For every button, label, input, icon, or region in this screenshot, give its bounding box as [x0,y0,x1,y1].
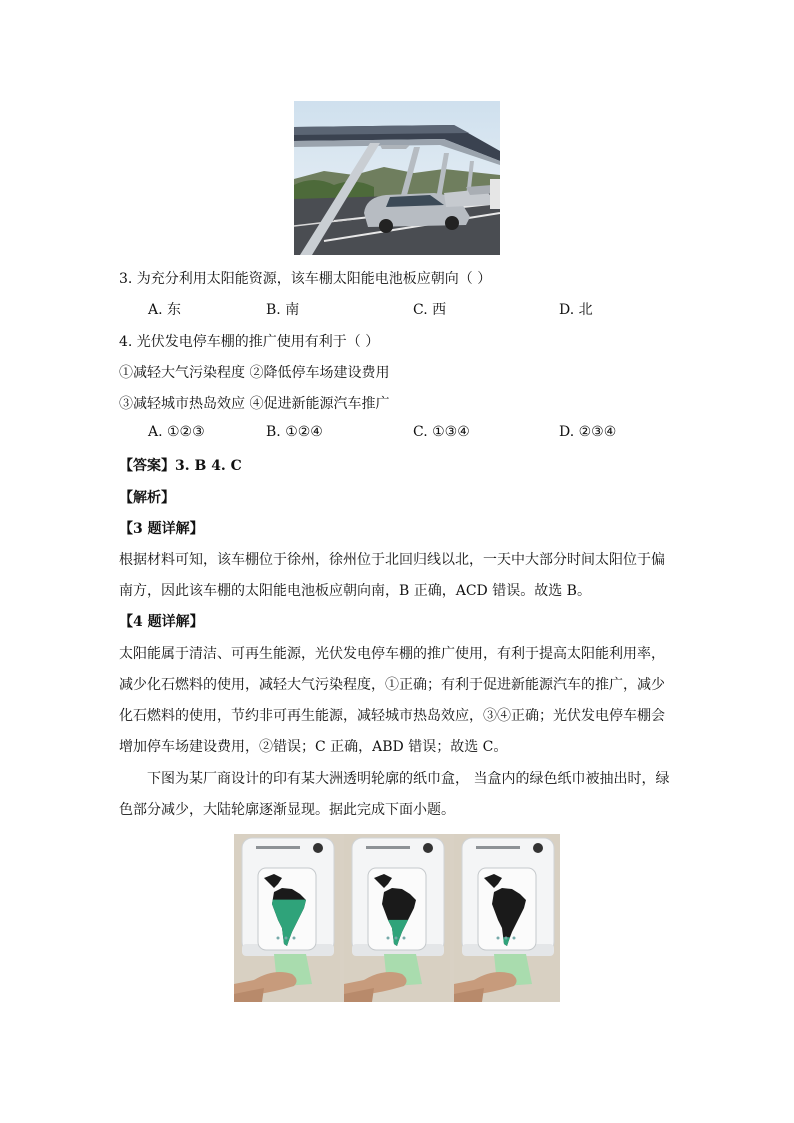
tissue-panel-1 [234,834,340,1002]
q4-detail-heading: 【4 题详解】 [119,614,204,630]
q3-option-b: B. 南 [266,302,300,318]
q4-statement-line-1: ①减轻大气污染程度 ②降低停车场建设费用 [119,365,390,381]
q3-detail-line-2: 南方，因此该车棚的太阳能电池板应朝向南，B 正确，ACD 错误。故选 B。 [119,583,591,599]
q4-detail-line-4: 增加停车场建设费用，②错误；C 正确，ABD 错误；故选 C。 [119,739,508,755]
q3-option-c: C. 西 [413,302,447,318]
q3-detail-heading: 【3 题详解】 [119,521,204,537]
q4-detail-line-2: 减少化石燃料的使用，减轻大气污染程度，①正确；有利于促进新能源汽车的推广，减少 [119,677,665,693]
intro-line-2: 色部分减少，大陆轮廓逐渐显现。据此完成下面小题。 [119,802,455,818]
q4-detail-line-1: 太阳能属于清洁、可再生能源，光伏发电停车棚的推广使用，有利于提高太阳能利用率， [119,646,665,662]
intro-line-1: 下图为某厂商设计的印有某大洲透明轮廓的纸巾盒， 当盒内的绿色纸巾被抽出时，绿 [147,771,670,787]
question-3-stem: 3. 为充分利用太阳能资源，该车棚太阳能电池板应朝向（ ） [119,271,492,287]
tissue-dispenser-figure [234,834,560,1002]
q4-option-a: A. ①②③ [148,424,205,440]
q3-detail-line-1: 根据材料可知，该车棚位于徐州，徐州位于北回归线以北，一天中大部分时间太阳位于偏 [119,552,665,568]
question-4-stem: 4. 光伏发电停车棚的推广使用有利于（ ） [119,334,380,350]
q4-option-d: D. ②③④ [559,424,617,440]
q3-option-d: D. 北 [559,302,593,318]
answer-line: 【答案】3. B 4. C [119,458,242,474]
q4-statement-line-2: ③减轻城市热岛效应 ④促进新能源汽车推广 [119,396,390,412]
tissue-panel-2 [344,834,450,1002]
tissue-panel-3 [454,834,560,1002]
q3-option-a: A. 东 [148,302,182,318]
q4-option-b: B. ①②④ [266,424,323,440]
q4-detail-line-3: 化石燃料的使用，节约非可再生能源，减轻城市热岛效应，③④正确；光伏发电停车棚会 [119,708,665,724]
solar-carport-photo [294,101,500,255]
analysis-heading: 【解析】 [119,490,175,506]
q4-option-c: C. ①③④ [413,424,470,440]
